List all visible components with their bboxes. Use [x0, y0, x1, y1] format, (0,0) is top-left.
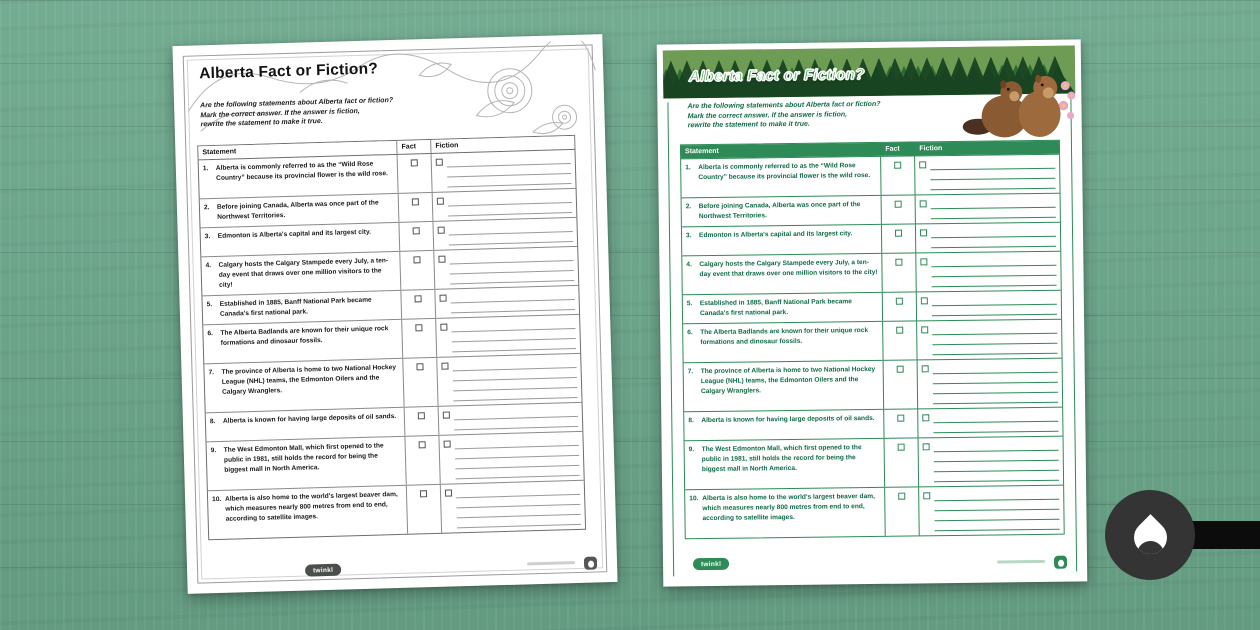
ink-drop-button[interactable] — [1105, 490, 1195, 580]
fact-cell — [881, 156, 915, 194]
fiction-checkbox[interactable] — [924, 492, 931, 499]
statement-text: Alberta is commonly referred to as the “Wild Rose Country” because its provincial flower is the wild rose. — [215, 160, 389, 182]
statement-cell — [201, 223, 401, 257]
statement-text: The province of Alberta is home to two National Hockey League (NHL) teams, the Edmonton Oilers and the Calgary Wranglers. — [700, 365, 876, 396]
statement-number: 4. — [686, 261, 692, 269]
table-row — [684, 358, 1063, 412]
statement-text: Alberta is known for having large deposits of oil sands. — [701, 414, 875, 425]
instructions — [200, 96, 394, 130]
table-row — [685, 436, 1064, 490]
fiction-checkbox[interactable] — [437, 198, 444, 205]
fiction-cell — [917, 252, 1061, 292]
rewrite-lines — [934, 441, 1059, 483]
fact-checkbox[interactable] — [899, 493, 906, 500]
statement-text: Edmonton is Alberta's capital and its largest city. — [217, 228, 372, 240]
statement-text: Alberta is commonly referred to as the “Wild Rose Country” because its provincial flower is the wild rose. — [698, 162, 871, 182]
statement-number: 6. — [207, 330, 214, 338]
instructions-line: Mark the correct answer. If the answer is fiction, — [687, 110, 848, 120]
fact-checkbox[interactable] — [411, 159, 418, 166]
statement-text: Before joining Canada, Alberta was once part of the Northwest Territories. — [698, 201, 861, 221]
statement-text: Calgary hosts the Calgary Stampede every July, a ten-day event that draws over one million visitors to the city! — [218, 257, 389, 289]
statement-cell — [683, 322, 884, 362]
statement-cell — [202, 291, 402, 325]
worksheet-page-color — [657, 39, 1088, 586]
twinkl-owl-logo — [1054, 556, 1067, 569]
answer-line — [934, 471, 1059, 483]
fact-cell — [402, 290, 437, 319]
rewrite-lines — [451, 319, 576, 352]
statement-number: 2. — [685, 203, 692, 211]
rewrite-lines — [454, 407, 578, 430]
fact-cell — [402, 319, 437, 358]
fact-checkbox[interactable] — [419, 441, 426, 448]
fact-cell — [882, 195, 916, 223]
fact-checkbox[interactable] — [898, 444, 905, 451]
fact-fiction-table — [197, 135, 586, 540]
statement-cell — [685, 439, 886, 489]
statement-number: 9. — [688, 446, 695, 454]
fact-checkbox[interactable] — [415, 324, 422, 331]
table-row — [681, 154, 1059, 198]
fiction-checkbox[interactable] — [440, 324, 447, 331]
statement-number: 8. — [688, 417, 694, 425]
rewrite-lines — [451, 290, 575, 313]
fiction-checkbox[interactable] — [441, 363, 448, 370]
table-row — [684, 407, 1062, 441]
statement-text: Established in 1885, Banff National Park became Canada's first national park. — [219, 296, 372, 318]
fact-checkbox[interactable] — [413, 227, 420, 234]
fiction-cell — [917, 320, 1061, 360]
statement-number: 4. — [205, 262, 212, 270]
fact-cell — [883, 321, 917, 359]
answer-line — [932, 276, 1057, 288]
twinkl-owl-logo — [584, 556, 597, 569]
statement-number: 2. — [203, 204, 210, 212]
fiction-checkbox[interactable] — [923, 443, 930, 450]
fact-checkbox[interactable] — [417, 363, 424, 370]
fiction-checkbox[interactable] — [436, 159, 443, 166]
header-fiction: Fiction — [919, 145, 943, 153]
statement-number: 10. — [212, 495, 222, 504]
statement-cell — [206, 408, 406, 442]
footer-fine-print — [527, 561, 575, 565]
statement-text: The Alberta Badlands are known for their unique rock formations and dinosaur fossils. — [220, 325, 389, 347]
rewrite-lines — [456, 485, 581, 528]
rewrite-lines — [934, 412, 1059, 434]
rewrite-lines — [933, 363, 1058, 405]
statement-cell — [684, 410, 885, 440]
statement-number: 10. — [689, 495, 699, 503]
statement-cell — [683, 293, 884, 323]
fact-checkbox[interactable] — [414, 256, 421, 263]
fiction-cell — [436, 315, 580, 357]
instructions-line: rewrite the statement to make it true. — [200, 117, 323, 129]
fiction-cell — [919, 408, 1063, 438]
table-row — [683, 319, 1061, 363]
fact-checkbox[interactable] — [896, 327, 903, 334]
answer-line — [450, 271, 574, 284]
fiction-checkbox[interactable] — [438, 256, 445, 263]
answer-line — [452, 339, 576, 352]
answer-line — [453, 388, 577, 401]
statement-number: 5. — [686, 300, 693, 308]
fact-fiction-table — [680, 140, 1065, 540]
rewrite-lines — [931, 227, 1056, 249]
instructions-line: Mark the correct answer. If the answer is fiction, — [200, 107, 360, 119]
table-body — [681, 154, 1064, 539]
table-row — [685, 485, 1064, 539]
table-row — [208, 480, 585, 539]
fiction-checkbox[interactable] — [440, 295, 447, 302]
answer-line — [447, 174, 571, 187]
statement-cell — [682, 254, 883, 294]
twinkl-brand-pill: twinkl — [693, 558, 729, 570]
statement-text: Alberta is also home to the world's largest beaver dam, which measures nearly 800 metres from end to end, according to satellite images. — [702, 492, 875, 523]
statement-cell — [682, 225, 883, 255]
fact-cell — [883, 292, 917, 320]
instructions — [687, 100, 880, 131]
fiction-cell — [919, 486, 1063, 536]
statement-cell — [200, 194, 400, 228]
fact-cell — [407, 485, 442, 534]
fiction-cell — [916, 194, 1060, 224]
header-statement: Statement — [198, 141, 398, 160]
fact-checkbox[interactable] — [415, 295, 422, 302]
fact-checkbox[interactable] — [897, 366, 904, 373]
rewrite-lines — [449, 251, 574, 284]
instructions-line: Are the following statements about Alberta fact or fiction? — [687, 100, 881, 111]
statement-cell — [201, 252, 401, 296]
fiction-checkbox[interactable] — [922, 326, 929, 333]
fiction-cell — [919, 437, 1063, 487]
statement-cell — [208, 486, 409, 540]
rewrite-lines — [932, 295, 1057, 317]
table-row — [682, 251, 1060, 295]
water-drop-icon — [1127, 514, 1174, 561]
statement-text: The West Edmonton Mall, which first opened to the public in 1981, still holds the record for being the biggest mall in North America. — [701, 444, 862, 474]
statement-cell — [685, 488, 886, 538]
rewrite-lines — [932, 256, 1057, 288]
answer-line — [457, 515, 581, 528]
statement-cell — [203, 320, 403, 364]
instructions-line: rewrite the statement to make it true. — [687, 120, 810, 130]
rewrite-lines — [935, 490, 1060, 532]
answer-line — [454, 417, 578, 430]
fact-cell — [885, 487, 920, 535]
fact-cell — [885, 409, 919, 437]
statement-text: Established in 1885, Banff National Park became Canada's first national park. — [699, 298, 852, 318]
answer-line — [448, 203, 572, 216]
statement-number: 5. — [206, 301, 213, 309]
fact-checkbox[interactable] — [896, 298, 903, 305]
fact-cell — [883, 253, 917, 291]
header-fiction: Fiction — [435, 142, 459, 150]
table-row — [683, 290, 1061, 324]
answer-line — [935, 520, 1060, 532]
fiction-cell — [916, 223, 1060, 253]
fact-cell — [400, 222, 435, 251]
answer-line — [933, 393, 1058, 405]
rewrite-lines — [452, 358, 577, 401]
statement-cell — [207, 437, 408, 491]
fact-checkbox[interactable] — [895, 230, 902, 237]
statement-cell — [682, 196, 883, 226]
fiction-checkbox[interactable] — [919, 161, 926, 168]
fiction-cell — [439, 403, 583, 435]
fact-cell — [406, 436, 441, 485]
statement-cell — [199, 155, 399, 199]
statement-text: Before joining Canada, Alberta was once part of the Northwest Territories. — [216, 199, 379, 221]
fiction-checkbox[interactable] — [920, 229, 927, 236]
fiction-checkbox[interactable] — [920, 200, 927, 207]
rewrite-lines — [448, 193, 572, 216]
fiction-checkbox[interactable] — [445, 489, 452, 496]
fact-cell — [884, 360, 919, 408]
statement-text: Calgary hosts the Calgary Stampede every July, a ten-day event that draws over one million visitors to the city! — [699, 259, 878, 279]
fiction-checkbox[interactable] — [443, 412, 450, 419]
fiction-checkbox[interactable] — [438, 227, 445, 234]
fiction-cell — [437, 354, 581, 406]
statement-text: Alberta is known for having large deposits of oil sands. — [222, 413, 397, 425]
instructions-line: Are the following statements about Alberta fact or fiction? — [200, 96, 394, 110]
fact-cell — [885, 438, 920, 486]
statement-cell — [681, 157, 882, 197]
rewrite-lines — [455, 436, 580, 479]
header-fact: Fact — [397, 140, 431, 154]
fact-checkbox[interactable] — [418, 412, 425, 419]
fact-cell — [404, 358, 439, 407]
statement-number: 3. — [204, 233, 211, 241]
page-title: Alberta Fact or Fiction? — [688, 66, 865, 86]
statement-number: 7. — [687, 368, 694, 376]
fact-cell — [882, 224, 916, 252]
statement-text: Edmonton is Alberta's capital and its largest city. — [698, 230, 853, 240]
statement-number: 3. — [685, 232, 692, 240]
answer-line — [933, 344, 1058, 356]
fact-cell — [401, 251, 436, 290]
statement-number: 9. — [210, 447, 217, 455]
answer-line — [451, 300, 575, 313]
statement-cell — [204, 359, 405, 413]
fact-checkbox[interactable] — [412, 198, 419, 205]
fiction-checkbox[interactable] — [923, 414, 930, 421]
statement-number: 1. — [202, 165, 209, 173]
rewrite-lines — [447, 154, 572, 187]
fiction-checkbox[interactable] — [922, 365, 929, 372]
fiction-checkbox[interactable] — [921, 258, 928, 265]
answer-line — [932, 305, 1057, 317]
answer-line — [931, 237, 1056, 249]
fiction-cell — [434, 218, 578, 250]
answer-line — [934, 422, 1059, 434]
fiction-cell — [917, 291, 1061, 321]
fiction-cell — [441, 481, 585, 533]
statement-number: 6. — [687, 329, 693, 337]
fact-checkbox[interactable] — [420, 490, 427, 497]
fiction-checkbox[interactable] — [921, 297, 928, 304]
footer-fine-print — [997, 560, 1045, 564]
fact-cell — [405, 407, 440, 436]
rewrite-lines — [931, 198, 1056, 220]
fact-checkbox[interactable] — [895, 201, 902, 208]
rewrite-lines — [930, 159, 1055, 191]
fact-checkbox[interactable] — [896, 259, 903, 266]
statement-cell — [684, 361, 885, 411]
statement-number: 1. — [685, 164, 691, 172]
statement-text: The Alberta Badlands are known for their unique rock formations and dinosaur fossils. — [700, 327, 869, 347]
header-statement: Statement — [681, 143, 881, 158]
worksheet-page-bw — [172, 34, 617, 594]
header-fact: Fact — [881, 142, 915, 155]
fiction-cell — [433, 189, 577, 221]
fiction-cell — [435, 286, 579, 318]
fact-checkbox[interactable] — [898, 415, 905, 422]
statement-number: 7. — [208, 369, 215, 377]
fiction-cell — [434, 247, 578, 289]
fiction-cell — [918, 359, 1062, 409]
answer-line — [931, 179, 1056, 191]
fiction-cell — [432, 150, 576, 192]
fiction-checkbox[interactable] — [444, 440, 451, 447]
fiction-cell — [915, 155, 1059, 195]
fiction-cell — [440, 432, 584, 484]
page-title: Alberta Fact or Fiction? — [198, 60, 379, 83]
table-row — [682, 193, 1060, 227]
fact-cell — [398, 154, 433, 193]
statement-text: The province of Alberta is home to two National Hockey League (NHL) teams, the Edmonton Oilers and the Calgary Wranglers. — [221, 363, 397, 396]
twinkl-brand-pill: twinkl — [305, 564, 341, 577]
rewrite-lines — [932, 324, 1057, 356]
table-body — [199, 150, 585, 539]
table-row — [682, 222, 1060, 256]
answer-line — [449, 232, 573, 245]
rewrite-lines — [449, 222, 573, 245]
statement-text: The West Edmonton Mall, which first opened to the public in 1981, still holds the record for being the biggest mall in North America. — [223, 442, 384, 474]
fact-checkbox[interactable] — [894, 162, 901, 169]
answer-line — [931, 208, 1056, 220]
statement-number: 8. — [209, 418, 216, 426]
fact-cell — [399, 193, 434, 222]
statement-text: Alberta is also home to the world's largest beaver dam, which measures nearly 800 metres from end to end, according to satellite images. — [225, 490, 398, 523]
answer-line — [455, 466, 579, 479]
